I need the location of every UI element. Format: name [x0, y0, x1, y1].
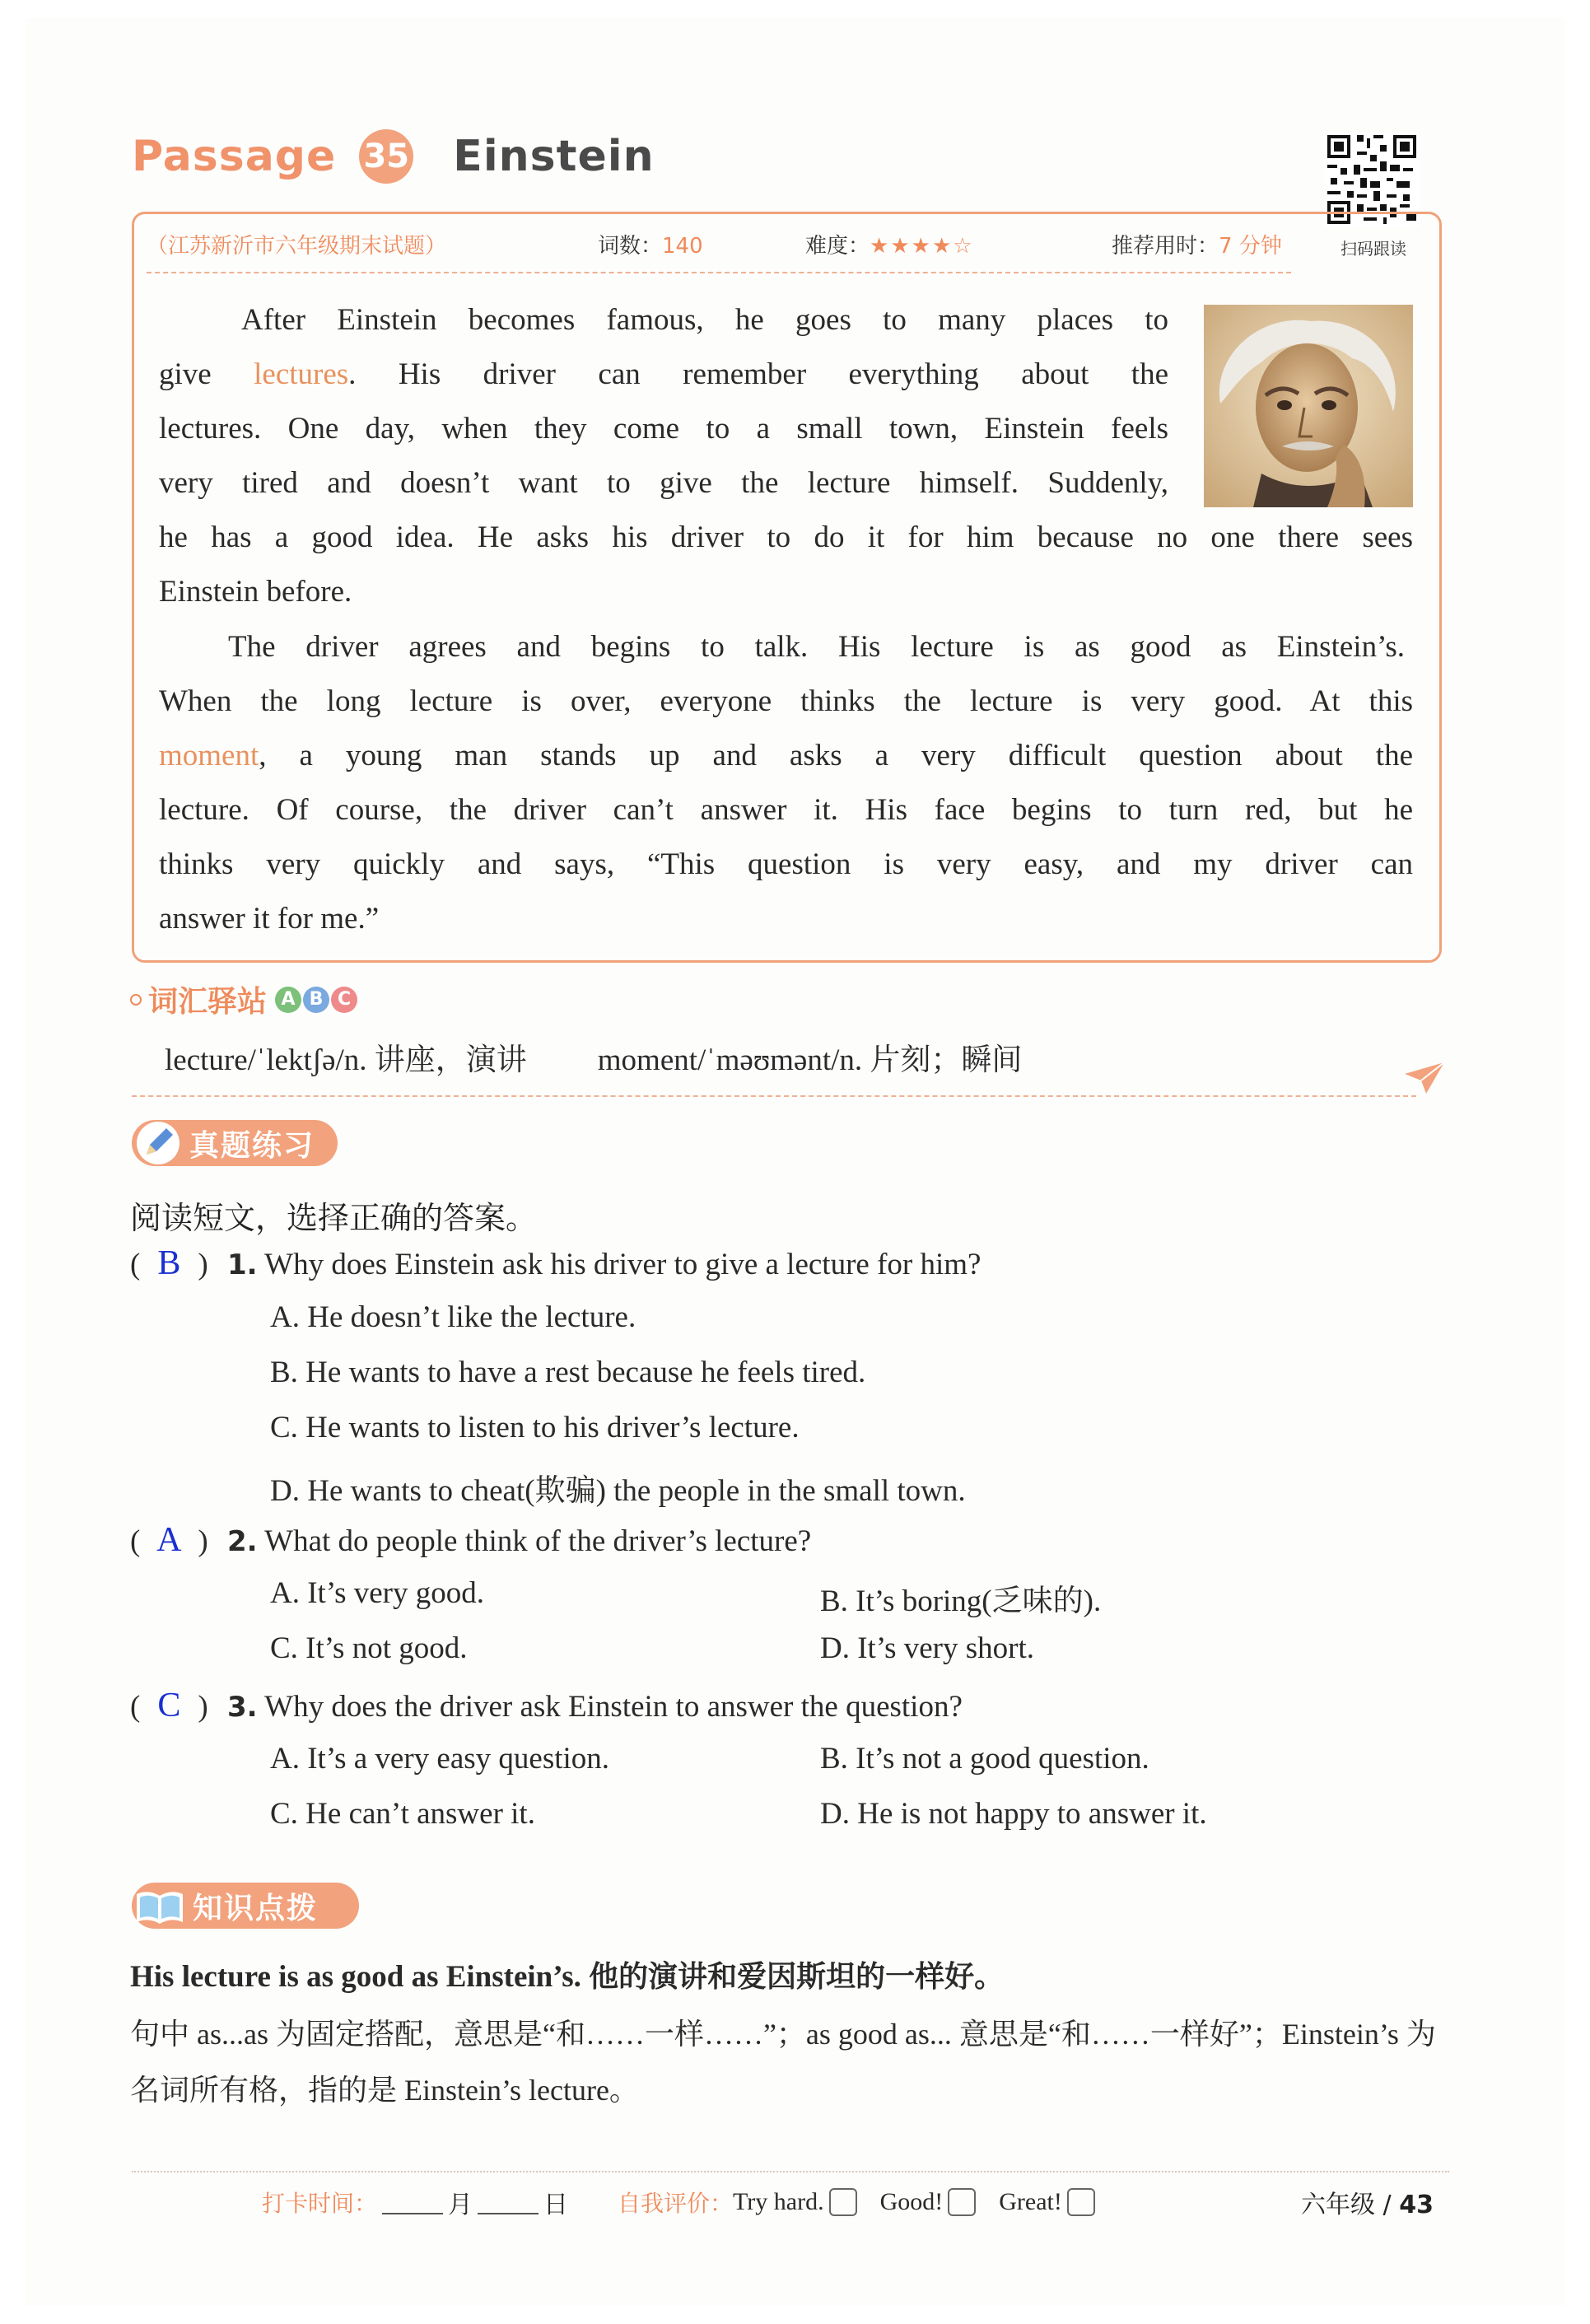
question-1	[130, 1244, 981, 1283]
option-3d[interactable]: D. He is not happy to answer it.	[820, 1797, 1207, 1831]
key-sentence-en: His lecture is as good as Einstein’s.	[130, 1960, 581, 1994]
question-2	[130, 1520, 811, 1560]
abc-c: C	[331, 987, 357, 1013]
question-text: Why does the driver ask Einstein to answer the question?	[264, 1690, 963, 1724]
month-label: 月	[448, 2191, 473, 2219]
great-label: Great!	[999, 2188, 1062, 2215]
passage-number-badge: 35	[359, 129, 413, 184]
practice-badge	[132, 1120, 338, 1166]
knowledge-badge	[132, 1883, 359, 1929]
bullet-icon	[130, 994, 142, 1006]
word-count	[598, 229, 703, 259]
word-count-label: 词数：	[598, 234, 663, 259]
book-icon	[133, 1883, 186, 1929]
paragraph-2-line-5: thinks very quickly and says, “This question is very easy, and my driver can	[159, 847, 1413, 881]
recommended-time	[1112, 229, 1282, 259]
good-label: Good!	[879, 2188, 944, 2215]
vocab-entries	[165, 1034, 1022, 1079]
try-hard-checkbox[interactable]	[829, 2188, 857, 2216]
try-hard-label: Try hard.	[733, 2188, 824, 2215]
separator: /	[1383, 2191, 1392, 2219]
difficulty-label: 难度：	[805, 234, 870, 259]
passage-label: Passage	[132, 132, 337, 181]
practice-title: 真题练习	[189, 1128, 315, 1163]
text-span: , a young man stands up and asks a very difficult question about the	[259, 739, 1413, 772]
instruction: 阅读短文，选择正确的答案。	[130, 1200, 538, 1236]
grade-label: 六年级	[1301, 2191, 1375, 2219]
option-2c[interactable]: C. It’s not good.	[270, 1631, 468, 1665]
time-value: 7 分钟	[1219, 234, 1282, 259]
vocab-entry-lecture: lecture/ˈlektʃə/n. 讲座，演讲	[165, 1043, 527, 1077]
key-sentence	[130, 1953, 1004, 1995]
month-blank[interactable]	[382, 2190, 443, 2214]
answer-3[interactable]: C	[157, 1687, 181, 1724]
option-1a[interactable]: A. He doesn’t like the lecture.	[270, 1300, 636, 1334]
difficulty-stars: ★★★★☆	[870, 234, 974, 259]
question-text: What do people think of the driver’s lecture?	[264, 1524, 812, 1558]
pencil-icon	[135, 1120, 181, 1166]
paragraph-2-line-1: The driver agrees and begins to talk. His lecture is as good as Einstein’s.	[228, 630, 1405, 664]
passage-header	[132, 124, 655, 189]
vocab-title: 词汇驿站	[148, 985, 268, 1019]
great-checkbox[interactable]	[1067, 2188, 1095, 2216]
option-3b[interactable]: B. It’s not a good question.	[820, 1742, 1149, 1776]
answer-paren: ( B )	[130, 1244, 208, 1282]
day-label: 日	[543, 2191, 569, 2219]
passage-title: Einstein	[453, 132, 655, 181]
qr-label: 扫码跟读	[1341, 239, 1406, 259]
source-label: （江苏新沂市六年级期末试题）	[147, 234, 447, 259]
option-1c[interactable]: C. He wants to listen to his driver’s lecture.	[270, 1411, 800, 1444]
abc-icon	[275, 987, 359, 1013]
passage-meta	[147, 224, 1299, 264]
question-text: Why does Einstein ask his driver to give a lecture for him?	[264, 1248, 982, 1281]
question-number: 1.	[227, 1248, 258, 1281]
option-3a[interactable]: A. It’s a very easy question.	[270, 1742, 610, 1776]
page-number-area	[1301, 2184, 1434, 2220]
option-2b[interactable]: B. It’s boring(乏味的).	[820, 1584, 1102, 1618]
vocab-highlight-moment: moment	[159, 739, 259, 772]
word-count-value: 140	[662, 234, 703, 259]
answer-1[interactable]: B	[157, 1244, 181, 1282]
difficulty	[805, 229, 974, 259]
vocab-divider	[132, 1095, 1416, 1097]
paragraph-2-line-4: lecture. Of course, the driver can’t answer it. His face begins to turn red, but he	[159, 793, 1413, 827]
vocab-highlight-lectures: lectures	[254, 357, 349, 391]
meta-divider	[147, 272, 1291, 273]
text-span: give	[159, 357, 254, 391]
question-number: 3.	[227, 1691, 258, 1724]
paragraph-1-line-3: lectures. One day, when they come to a small town, Einstein feels	[159, 412, 1168, 446]
page-number: 43	[1399, 2191, 1434, 2219]
good-checkbox[interactable]	[948, 2188, 976, 2216]
paragraph-2-line-6: answer it for me.”	[159, 902, 380, 936]
self-eval-label: 自我评价：	[618, 2190, 734, 2217]
time-label: 推荐用时：	[1112, 234, 1219, 259]
key-sentence-cn: 他的演讲和爱因斯坦的一样好。	[589, 1960, 1005, 1994]
paragraph-1-line-2	[159, 348, 1168, 403]
footer-divider	[132, 2171, 1449, 2172]
vocab-header	[130, 978, 359, 1020]
answer-paren: ( C )	[130, 1687, 208, 1724]
answer-2[interactable]: A	[156, 1521, 182, 1559]
checkin-label: 打卡时间：	[262, 2190, 378, 2217]
footer	[262, 2184, 1095, 2220]
day-blank[interactable]	[478, 2190, 539, 2214]
question-3	[130, 1686, 963, 1725]
paragraph-1-line-5: he has a good idea. He asks his driver to do it for him because no one there sees	[159, 520, 1413, 554]
paragraph-1-line-4: very tired and doesn’t want to give the lecture himself. Suddenly,	[159, 466, 1168, 500]
paragraph-1-line-6: Einstein before.	[159, 575, 352, 609]
knowledge-explanation: 句中 as...as 为固定搭配，意思是“和……一样……”；as good as... 意思是“和……一样好”；Einstein’s 为名词所有格，指的是 Einstein’s lecture。	[130, 2018, 1436, 2107]
einstein-portrait	[1204, 305, 1413, 507]
option-1d[interactable]: D. He wants to cheat(欺骗) the people in the small town.	[270, 1474, 966, 1508]
answer-paren: ( A )	[130, 1521, 208, 1559]
paragraph-1-line-1: After Einstein becomes famous, he goes to many places to	[241, 303, 1168, 337]
question-number: 2.	[227, 1525, 258, 1558]
option-3c[interactable]: C. He can’t answer it.	[270, 1797, 535, 1831]
option-2a[interactable]: A. It’s very good.	[270, 1576, 484, 1610]
abc-a: A	[275, 987, 301, 1013]
paper-plane-icon	[1403, 1059, 1446, 1095]
abc-b: B	[303, 987, 329, 1013]
text-span: . His driver can remember everything about the	[348, 357, 1169, 391]
paragraph-2-line-2: When the long lecture is over, everyone thinks the lecture is very good. At this	[159, 684, 1413, 718]
paragraph-2-line-3	[159, 729, 1413, 784]
vocab-entry-moment: moment/ˈməʊmənt/n. 片刻；瞬间	[597, 1043, 1023, 1077]
knowledge-title: 知识点拨	[193, 1891, 319, 1925]
option-2d[interactable]: D. It’s very short.	[820, 1631, 1034, 1665]
option-1b[interactable]: B. He wants to have a rest because he feels tired.	[270, 1356, 866, 1389]
